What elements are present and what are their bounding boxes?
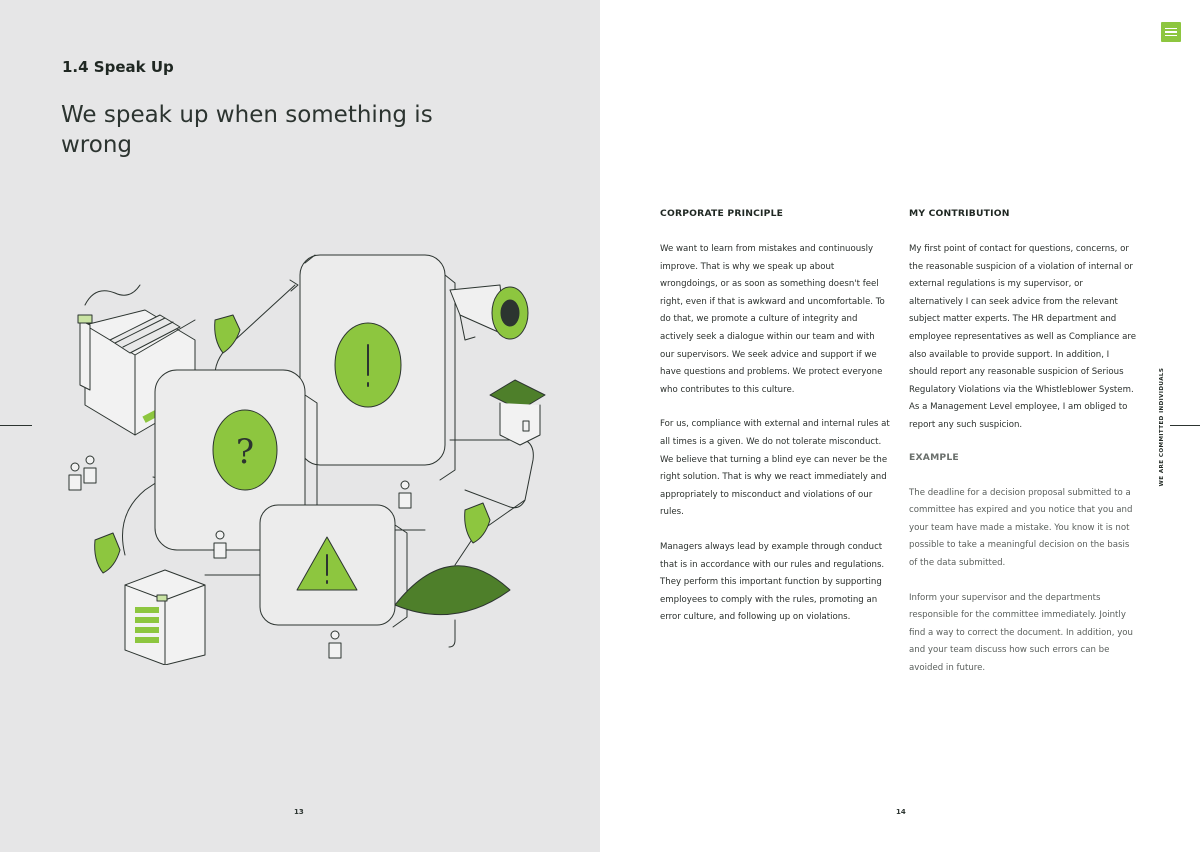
hamburger-icon: [1165, 35, 1177, 37]
corporate-principle-column: [660, 208, 890, 644]
margin-rule: [1170, 425, 1200, 426]
megaphone-icon: [450, 285, 528, 340]
hamburger-icon: [1165, 31, 1177, 33]
example-paragraph: Inform your supervisor and the departments responsible for the committee immediately. Jointly find a way to correct the document. In addition, you and your team discuss how such errors can be avoided in future.: [909, 592, 1133, 673]
shield-icon: [95, 533, 120, 573]
section-heading: 1.4 Speak Up: [62, 58, 174, 76]
shield-icon: [215, 315, 240, 353]
hamburger-icon: [1165, 28, 1177, 30]
speak-up-illustration: [55, 245, 565, 665]
side-label-text: WE ARE COMMITTED INDIVIDUALS: [1159, 367, 1165, 487]
corporate-principle-paragraph: For us, compliance with external and internal rules at all times is a given. We do not tolerate misconduct. We believe that turning a blind eye can never be the right solution. That is why we react immediately and appropriately to misconduct and violations of our rules.: [660, 419, 890, 518]
corporate-principle-heading: CORPORATE PRINCIPLE: [660, 208, 784, 219]
right-page: [600, 0, 1200, 852]
my-contribution-column: [909, 208, 1139, 694]
speech-bubble-warning-icon: [260, 505, 407, 627]
svg-text:?: ?: [235, 432, 255, 472]
umbrella-icon: [395, 566, 510, 647]
page-number: 14: [896, 808, 906, 816]
page-title: We speak up when something is wrong: [61, 102, 433, 158]
menu-button[interactable]: [1161, 22, 1181, 42]
example-heading: EXAMPLE: [909, 451, 959, 463]
corporate-principle-paragraph: We want to learn from mistakes and continuously improve. That is why we speak up about wrongdoings, or as soon as something doesn't feel right, even if that is awkward and uncomfortable. To do that, we promote a culture of integrity and actively seek a dialogue within our team and with our supervisors. We seek advice and support if we have questions and problems. We protect everyone who contributes to this culture.: [660, 244, 885, 395]
corporate-principle-paragraph: Managers always lead by example through conduct that is in accordance with our rules and regulations. They perform this important function by supporting employees to comply with the rules, promoting an error culture, and following up on violations.: [660, 541, 885, 623]
example-paragraph: The deadline for a decision proposal submitted to a committee has expired and you notice that you and your team have made a mistake. You know it is not possible to take a meaningful decision on the basis of the data submitted.: [909, 487, 1133, 568]
page-number: 13: [294, 808, 304, 816]
margin-rule: [0, 425, 32, 426]
office-building-icon: [125, 570, 205, 665]
my-contribution-paragraph: My first point of contact for questions, concerns, or the reasonable suspicion of a violation of internal or external regulations is my supervisor, or alternatively I can seek advice from the relevant subject matter experts. The HR department and employee representatives as well as Compliance are also available to provide support. In addition, I should report any reasonable suspicion of Serious Regulatory Violations via the Whistleblower System. As a Management Level employee, I am obliged to report any such suspicion.: [909, 244, 1137, 430]
shield-icon: [465, 503, 490, 543]
my-contribution-heading: MY CONTRIBUTION: [909, 208, 1010, 219]
speech-bubble-exclamation-icon: [300, 255, 455, 480]
house-icon: [490, 380, 545, 445]
side-label: [1158, 362, 1166, 492]
